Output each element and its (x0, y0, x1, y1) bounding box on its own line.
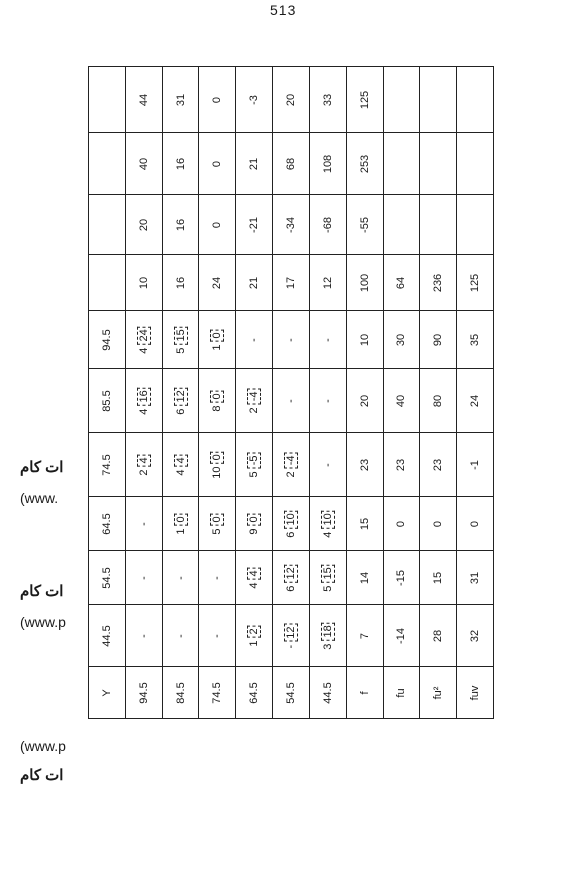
table-cell: 3 18 (309, 605, 346, 667)
table-cell: 2 4 (125, 433, 162, 497)
table-cell: 40 (125, 133, 162, 195)
table-cell: - (125, 497, 162, 551)
table-cell: 31 (162, 67, 199, 133)
table-cell: 2 -4 (236, 369, 273, 433)
table-row (89, 67, 494, 133)
table-cell: - (162, 551, 199, 605)
x-value: 44.5 (100, 624, 113, 647)
x-value: 74.5 (100, 453, 113, 476)
table-cell: 1 0 (199, 311, 236, 369)
table-cell: -1 (457, 433, 494, 497)
table-cell (457, 195, 494, 255)
table-cell: - (199, 551, 236, 605)
correlation-table (88, 66, 494, 719)
table-cell (89, 255, 126, 311)
table-cell: 30 (383, 311, 420, 369)
table-cell: -15 (383, 551, 420, 605)
table-cell: 28 (420, 605, 457, 667)
table-cell: 80 (420, 369, 457, 433)
table-cell: - (125, 551, 162, 605)
page-number: 513 (270, 2, 297, 18)
table-cell: 84.5 (162, 667, 199, 719)
table-cell: 23 (346, 433, 383, 497)
table-cell: 32 (457, 605, 494, 667)
table-cell: -14 (383, 605, 420, 667)
table-cell: 5 -5 (236, 433, 273, 497)
table-cell (457, 67, 494, 133)
table-cell: - (309, 369, 346, 433)
table-cell (457, 133, 494, 195)
table-cell: 1 2 (236, 605, 273, 667)
table-row (89, 311, 494, 369)
table-cell (89, 667, 126, 719)
table-cell: 68 (273, 133, 310, 195)
table-cell: fu (383, 667, 420, 719)
table-cell: 64 (383, 255, 420, 311)
table-cell: 6 10 (273, 497, 310, 551)
table-cell (420, 195, 457, 255)
table-cell: 17 (273, 255, 310, 311)
table-cell: 15 (346, 497, 383, 551)
table-cell: 16 (162, 195, 199, 255)
table-cell: 0 (383, 497, 420, 551)
watermark-brand: ات كام (20, 767, 64, 784)
table-cell: 5 15 (309, 551, 346, 605)
watermark-brand: ات كام (20, 583, 64, 600)
table-cell: 253 (346, 133, 383, 195)
table-cell: fuv (457, 667, 494, 719)
x-value: 54.5 (100, 566, 113, 589)
table-cell: 15 (420, 551, 457, 605)
table-cell: 24 (199, 255, 236, 311)
table-cell (89, 311, 126, 369)
table-cell: - (309, 311, 346, 369)
table-cell: 8 0 (199, 369, 236, 433)
table-cell: 0 (199, 133, 236, 195)
table-cell: 4 24 (125, 311, 162, 369)
frequency-grid (88, 66, 494, 719)
table-cell: 5 0 (199, 497, 236, 551)
table-cell: 125 (457, 255, 494, 311)
table-cell: 44 (125, 67, 162, 133)
table-row (89, 667, 494, 719)
table-cell: 20 (346, 369, 383, 433)
table-cell (89, 133, 126, 195)
table-cell: 14 (346, 551, 383, 605)
table-cell: 23 (420, 433, 457, 497)
x-value: 85.5 (100, 389, 113, 412)
table-cell: 4 10 (309, 497, 346, 551)
table-row (89, 433, 494, 497)
table-cell: 21 (236, 255, 273, 311)
table-cell: - (125, 605, 162, 667)
table-cell: 6 12 (273, 551, 310, 605)
table-cell: -55 (346, 195, 383, 255)
table-cell: -68 (309, 195, 346, 255)
table-cell: 10 0 (199, 433, 236, 497)
table-cell: 24 (457, 369, 494, 433)
table-cell: 12 (309, 255, 346, 311)
table-cell: 31 (457, 551, 494, 605)
x-value: 94.5 (100, 328, 113, 351)
table-row (89, 497, 494, 551)
table-cell (383, 133, 420, 195)
table-cell: - (199, 605, 236, 667)
table-cell (420, 67, 457, 133)
table-row (89, 195, 494, 255)
table-cell: 7 (346, 605, 383, 667)
table-cell: fu² (420, 667, 457, 719)
table-cell: 236 (420, 255, 457, 311)
table-cell (89, 551, 126, 605)
table-cell: 100 (346, 255, 383, 311)
table-cell (383, 67, 420, 133)
table-cell: 0 (420, 497, 457, 551)
watermark-url: (www.p (20, 614, 66, 630)
x-value: 64.5 (100, 512, 113, 535)
table-cell: 10 (125, 255, 162, 311)
table-row (89, 605, 494, 667)
table-cell (89, 497, 126, 551)
table-cell: 5 15 (162, 311, 199, 369)
table-cell: - 12 (273, 605, 310, 667)
table-cell (89, 433, 126, 497)
table-cell (383, 195, 420, 255)
table-cell: 74.5 (199, 667, 236, 719)
table-cell: -34 (273, 195, 310, 255)
y-axis-label: Y (100, 688, 113, 697)
table-cell (89, 605, 126, 667)
table-cell: 23 (383, 433, 420, 497)
table-cell: 64.5 (236, 667, 273, 719)
table-cell: 35 (457, 311, 494, 369)
table-cell: 6 12 (162, 369, 199, 433)
table-cell: f (346, 667, 383, 719)
watermark-url: (www. (20, 490, 59, 506)
table-cell: -3 (236, 67, 273, 133)
table-cell: 4 16 (125, 369, 162, 433)
table-cell: 125 (346, 67, 383, 133)
table-cell: 4 4 (236, 551, 273, 605)
table-row (89, 133, 494, 195)
table-cell: 0 (457, 497, 494, 551)
table-cell: 21 (236, 133, 273, 195)
table-cell: 108 (309, 133, 346, 195)
table-cell: 33 (309, 67, 346, 133)
table-cell: - (273, 311, 310, 369)
watermark-brand: ات كام (20, 459, 64, 476)
table-cell: 44.5 (309, 667, 346, 719)
table-cell: 4 4 (162, 433, 199, 497)
table-cell: -21 (236, 195, 273, 255)
table-row (89, 255, 494, 311)
table-cell: 1 0 (162, 497, 199, 551)
table-cell (89, 369, 126, 433)
table-cell (420, 133, 457, 195)
table-cell (89, 195, 126, 255)
table-cell: 20 (125, 195, 162, 255)
table-cell: 9 0 (236, 497, 273, 551)
table-row (89, 369, 494, 433)
table-cell: 16 (162, 133, 199, 195)
table-cell: 40 (383, 369, 420, 433)
table-cell (89, 67, 126, 133)
table-cell: 2 -4 (273, 433, 310, 497)
table-cell: - (236, 311, 273, 369)
table-cell: 90 (420, 311, 457, 369)
table-cell: 20 (273, 67, 310, 133)
table-cell: - (309, 433, 346, 497)
table-cell: 10 (346, 311, 383, 369)
table-cell: 94.5 (125, 667, 162, 719)
table-cell: - (273, 369, 310, 433)
table-cell: - (162, 605, 199, 667)
table-cell: 16 (162, 255, 199, 311)
table-cell: 0 (199, 195, 236, 255)
table-cell: 0 (199, 67, 236, 133)
watermark-url: (www.p (20, 738, 66, 754)
table-row (89, 551, 494, 605)
table-cell: 54.5 (273, 667, 310, 719)
